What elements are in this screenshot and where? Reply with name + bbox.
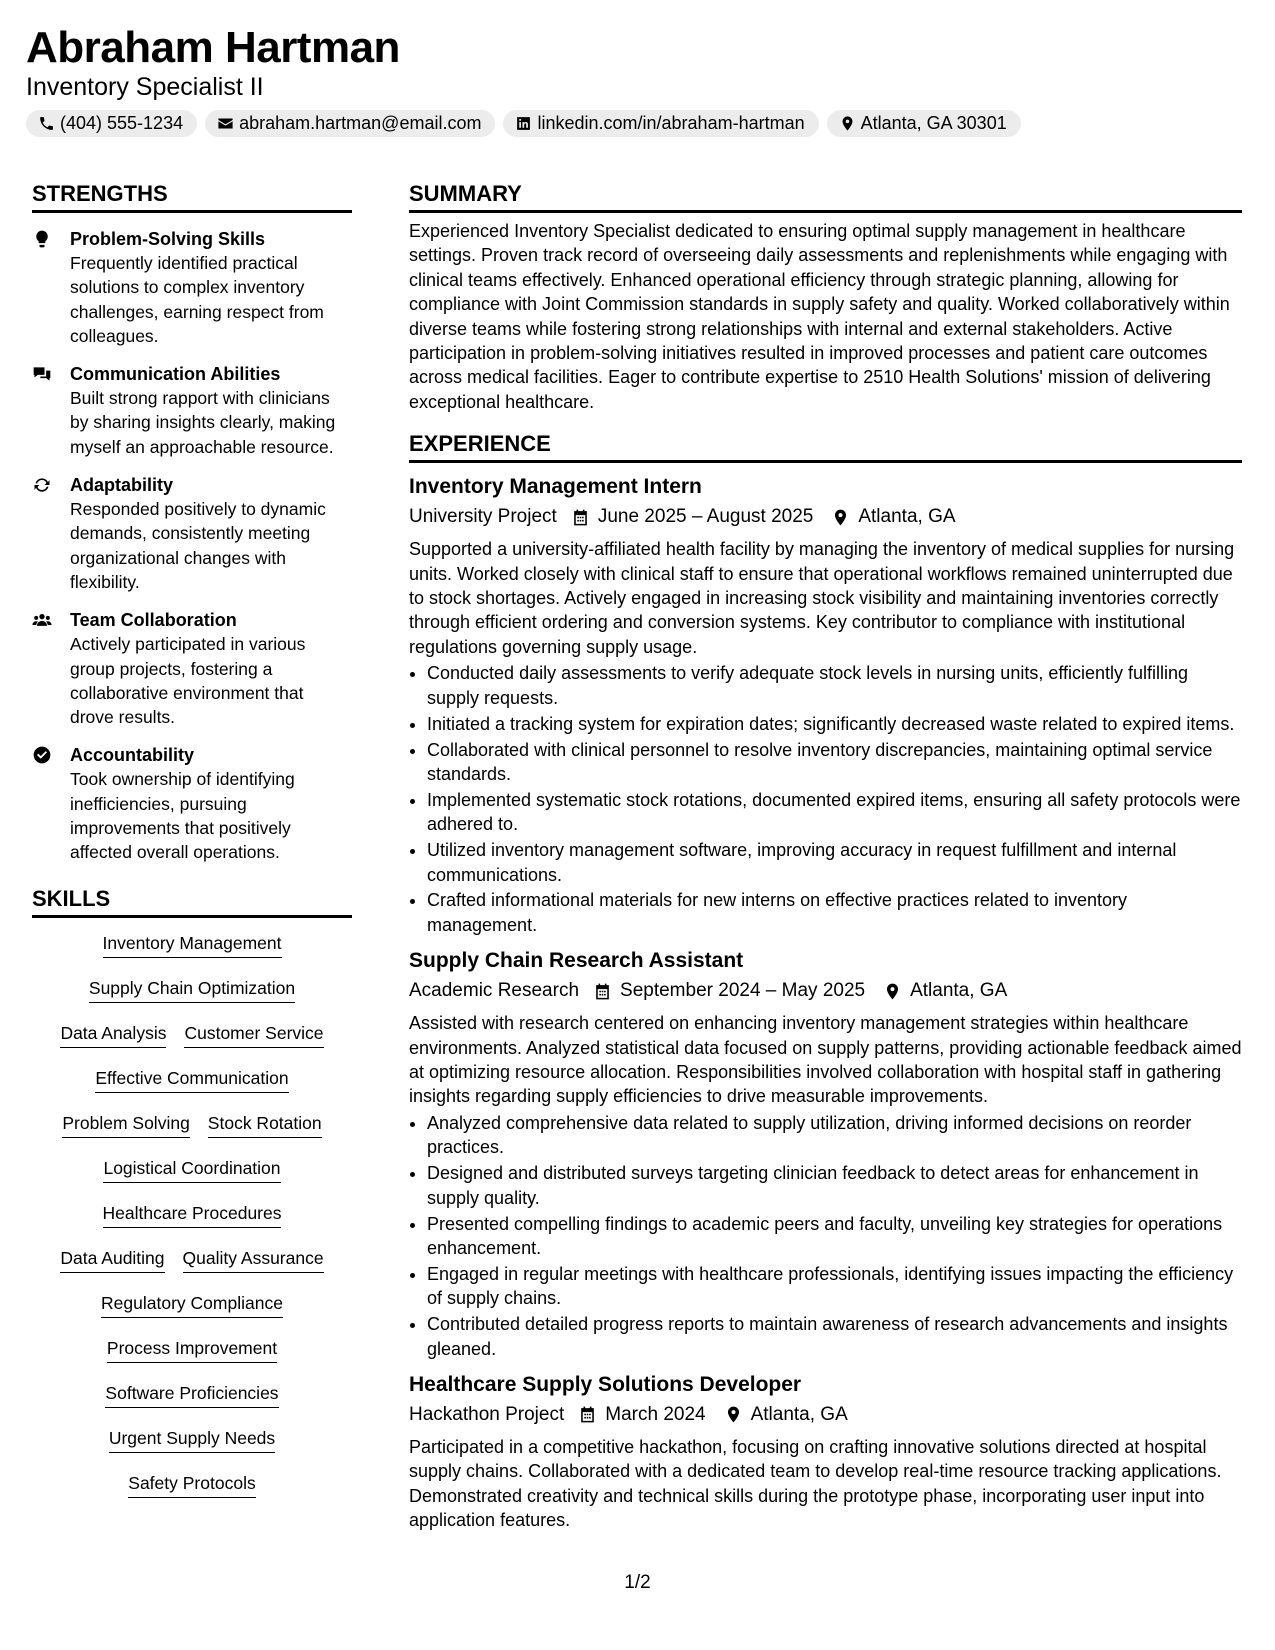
linkedin-icon	[515, 115, 532, 132]
job-description: Assisted with research centered on enhancing inventory management strategies within healthcare environments. Analyzed statistical data focused on supply patterns, providing actionable feedback aimed at optimizing resource allocation. Responsibilities involved collaboration with hospital staff in gathering insights regarding supply efficiencies to drive measurable improvements.	[409, 1013, 1242, 1107]
resume-header	[26, 22, 1249, 137]
summary-heading: SUMMARY	[409, 180, 1242, 213]
job-title: Healthcare Supply Solutions Developer	[409, 1372, 802, 1396]
contact-location	[827, 110, 1021, 137]
strength-item	[32, 362, 352, 459]
strength-item	[32, 227, 352, 348]
phone-icon	[38, 115, 55, 132]
strength-title: Accountability	[70, 745, 195, 766]
envelope-icon	[217, 115, 234, 132]
strength-title: Adaptability	[70, 475, 174, 496]
strength-title: Team Collaboration	[70, 610, 237, 631]
comments-icon	[32, 364, 52, 384]
location-pin-icon	[831, 508, 850, 527]
skill-tag: Process Improvement	[107, 1337, 277, 1363]
job-title: Inventory Management Intern	[409, 475, 702, 499]
contact-linkedin[interactable]	[503, 110, 818, 137]
contact-email-text: abraham.hartman@email.com	[239, 113, 482, 133]
strength-desc: Built strong rapport with clinicians by sharing insights clearly, making myself an approachable resource.	[70, 388, 336, 457]
skills-heading: SKILLS	[32, 885, 352, 918]
check-circle-icon	[32, 745, 52, 765]
job-entry	[409, 473, 1242, 937]
strengths-heading: STRENGTHS	[32, 180, 352, 213]
job-location: Atlanta, GA	[750, 1403, 848, 1425]
calendar-icon	[571, 508, 590, 527]
page-number: 1/2	[624, 1572, 651, 1593]
strength-title: Problem-Solving Skills	[70, 229, 266, 249]
calendar-icon	[578, 1405, 597, 1424]
skill-tag: Data Auditing	[60, 1247, 164, 1273]
bullet-item: • Utilized inventory management software, improving accuracy in request fulfillment and internal communications.	[427, 838, 1242, 887]
bullet-item: • Contributed detailed progress reports to maintain awareness of research advancements and insights gleaned.	[427, 1312, 1242, 1361]
skills-list	[32, 926, 352, 1511]
skill-tag: Regulatory Compliance	[101, 1292, 283, 1318]
left-column	[32, 180, 352, 1511]
job-org: Hackathon Project	[409, 1403, 565, 1425]
skill-tag: Data Analysis	[60, 1022, 166, 1048]
location-pin-icon	[883, 982, 902, 1001]
bullet-item: • Engaged in regular meetings with healthcare professionals, identifying issues impacting the efficiency of supply chains.	[427, 1262, 1242, 1311]
contact-email[interactable]	[205, 110, 495, 137]
job-dates: September 2024 – May 2025	[620, 980, 866, 1002]
job-meta	[409, 977, 1242, 1005]
bullet-item: • Crafted informational materials for new interns on effective practices related to inventory management.	[427, 888, 1242, 937]
contact-phone[interactable]	[26, 110, 197, 137]
strength-desc: Frequently identified practical solutions to complex inventory challenges, earning respect from colleagues.	[70, 253, 324, 346]
skill-tag: Customer Service	[184, 1022, 323, 1048]
bullet-item: • Presented compelling findings to academic peers and faculty, unveiling key strategies for operations enhancement.	[427, 1212, 1242, 1261]
bullet-item: • Implemented systematic stock rotations, documented expired items, ensuring all safety protocols were adhered to.	[427, 788, 1242, 837]
contact-linkedin-text: linkedin.com/in/abraham-hartman	[537, 113, 805, 133]
job-description: Participated in a competitive hackathon, focusing on crafting innovative solutions directed at hospital supply chains. Collaborated with a dedicated team to develop real-time resource tracking applications. Demonstrated creativity and technical skills during the prototype phase, incorporating user input into application features.	[409, 1436, 1222, 1531]
job-meta	[409, 1401, 1242, 1429]
skill-tag: Logistical Coordination	[103, 1157, 280, 1183]
experience-heading: EXPERIENCE	[409, 430, 1242, 463]
bullet-item: • Analyzed comprehensive data related to supply utilization, driving informed decisions on reorder practices.	[427, 1111, 1242, 1160]
location-pin-icon	[724, 1405, 743, 1424]
skill-tag: Software Proficiencies	[105, 1382, 278, 1408]
calendar-icon	[593, 982, 612, 1001]
job-bullets	[409, 661, 1242, 937]
candidate-role: Inventory Specialist II	[26, 73, 264, 101]
skill-tag: Inventory Management	[103, 932, 282, 958]
summary-text: Experienced Inventory Specialist dedicated to ensuring optimal supply management in healthcare settings. Proven track record of overseeing daily assessments and replenishments while engaging with clinical teams effectively. Enhanced operational efficiency through strategic planning, allowing for compliance with Joint Commission standards in supply safety and quality. Worked collaboratively within diverse teams while fostering strong relationships with internal and external stakeholders. Active participation in problem-solving initiatives resulted in improved processes and patient care outcomes across medical facilities. Eager to contribute expertise to 2510 Health Solutions' mission of delivering exceptional healthcare.	[409, 221, 1230, 412]
skill-tag: Supply Chain Optimization	[89, 977, 295, 1003]
skill-tag: Healthcare Procedures	[103, 1202, 282, 1228]
skill-tag: Quality Assurance	[183, 1247, 324, 1273]
skill-tag: Safety Protocols	[128, 1472, 255, 1498]
job-location: Atlanta, GA	[858, 506, 956, 528]
skill-tag: Urgent Supply Needs	[109, 1427, 275, 1453]
lightbulb-icon	[32, 229, 52, 249]
bullet-item: • Designed and distributed surveys targeting clinician feedback to detect areas for enhancement in supply quality.	[427, 1161, 1242, 1210]
job-entry	[409, 947, 1242, 1361]
bullet-item: • Conducted daily assessments to verify adequate stock levels in nursing units, efficiently fulfilling supply requests.	[427, 661, 1242, 710]
contact-bar	[26, 110, 1249, 137]
contact-phone-text: (404) 555-1234	[60, 113, 184, 133]
right-column	[409, 180, 1242, 1533]
bullet-item: • Initiated a tracking system for expiration dates; significantly decreased waste related to expired items.	[427, 712, 1242, 736]
skill-tag: Stock Rotation	[208, 1112, 322, 1138]
job-entry	[409, 1371, 1242, 1533]
job-bullets	[409, 1111, 1242, 1361]
bullet-item: • Collaborated with clinical personnel to resolve inventory discrepancies, maintaining optimal service standards.	[427, 738, 1242, 787]
candidate-name: Abraham Hartman	[26, 23, 400, 72]
skill-tag: Effective Communication	[95, 1067, 288, 1093]
contact-location-text: Atlanta, GA 30301	[860, 113, 1007, 133]
strength-item	[32, 473, 352, 594]
strength-desc: Took ownership of identifying inefficiencies, pursuing improvements that positively affected overall operations.	[70, 769, 295, 863]
strength-item	[32, 608, 352, 729]
job-location: Atlanta, GA	[910, 980, 1008, 1002]
strength-desc: Actively participated in various group projects, fostering a collaborative environment that drove results.	[70, 634, 306, 728]
strength-desc: Responded positively to dynamic demands, consistently meeting organizational changes with flexibility.	[70, 499, 326, 592]
job-title: Supply Chain Research Assistant	[409, 949, 744, 973]
sync-icon	[32, 475, 52, 495]
job-description: Supported a university-affiliated health facility by managing the inventory of medical supplies for nursing units. Worked closely with clinical staff to ensure that operational workflows remained uninterrupted due to stock shortages. Actively engaged in increasing stock visibility and maintaining inventories correctly through efficient ordering and conversion systems. Key contributor to compliance with institutional regulations governing supply usage.	[409, 539, 1235, 657]
skill-tag: Problem Solving	[62, 1112, 189, 1138]
job-org: Academic Research	[409, 980, 580, 1002]
job-dates: June 2025 – August 2025	[597, 506, 814, 528]
job-meta	[409, 503, 1242, 531]
job-dates: March 2024	[605, 1403, 706, 1425]
job-org: University Project	[409, 506, 557, 528]
users-icon	[32, 610, 52, 630]
strength-item	[32, 743, 352, 864]
location-pin-icon	[839, 115, 856, 132]
strength-title: Communication Abilities	[70, 364, 281, 385]
